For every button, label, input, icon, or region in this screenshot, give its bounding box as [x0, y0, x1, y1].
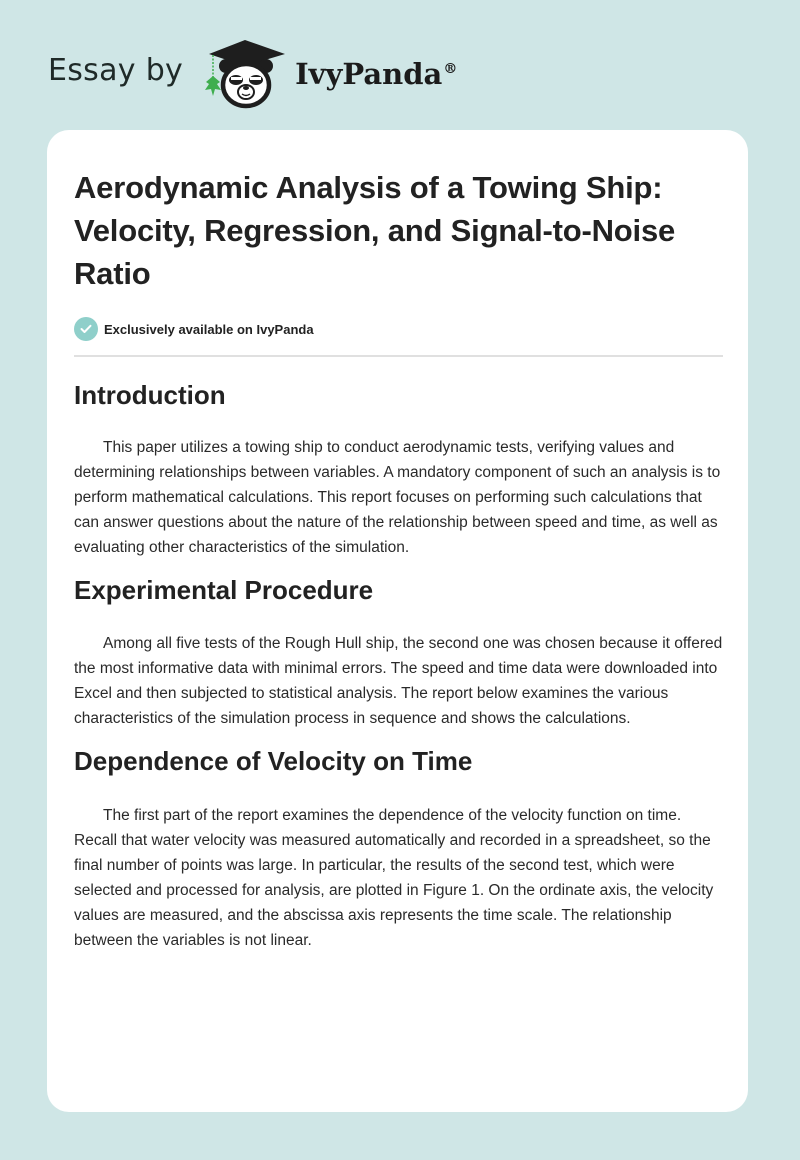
essay-title: Aerodynamic Analysis of a Towing Ship: Velocity, Regression, and Signal-to-Noise Ratio — [74, 170, 676, 291]
section-paragraph-experimental-procedure: Among all five tests of the Rough Hull ship, the second one was chosen because it offered the most informative data with minimal errors. The speed and time data were downloaded into Excel and then subjected to statistical analysis. The report below examines the various characteristics of the simulation process in sequence and shows the calculations. — [74, 635, 723, 727]
essay-card — [47, 130, 748, 1112]
site-header-brand[interactable] — [48, 34, 457, 110]
brand-name: IvyPanda® — [295, 57, 458, 91]
section-heading-experimental-procedure: Experimental Procedure — [74, 575, 374, 605]
exclusive-badge — [74, 317, 723, 341]
section-heading-velocity-on-time: Dependence of Velocity on Time — [74, 746, 473, 776]
section-heading-introduction: Introduction — [74, 380, 226, 410]
registered-mark: ® — [443, 61, 458, 78]
essay-content — [74, 166, 723, 953]
essay-by-label: Essay by — [48, 52, 184, 88]
check-circle-icon — [74, 317, 98, 341]
title-divider — [74, 355, 723, 357]
panda-logo-icon — [201, 34, 289, 110]
exclusive-badge-text: Exclusively available on IvyPanda — [104, 321, 314, 337]
section-paragraph-velocity-on-time: The first part of the report examines the dependence of the velocity function on time. Recall that water velocity was measured automatically and recorded in a spreadsheet, so the final number of points was large. In particular, the results of the second test, which were selected and processed for analysis, are plotted in Figure 1. On the ordinate axis, the velocity values are measured, and the abscissa axis represents the time scale. The relationship between the variables is not linear. — [74, 807, 714, 949]
section-paragraph-introduction: This paper utilizes a towing ship to conduct aerodynamic tests, verifying values and determining relationships between variables. A mandatory component of such an analysis is to perform mathematical calculations. This report focuses on performing such calculations that can answer questions about the nature of the relationship between speed and time, as well as evaluating other characteristics of the simulation. — [74, 439, 721, 556]
